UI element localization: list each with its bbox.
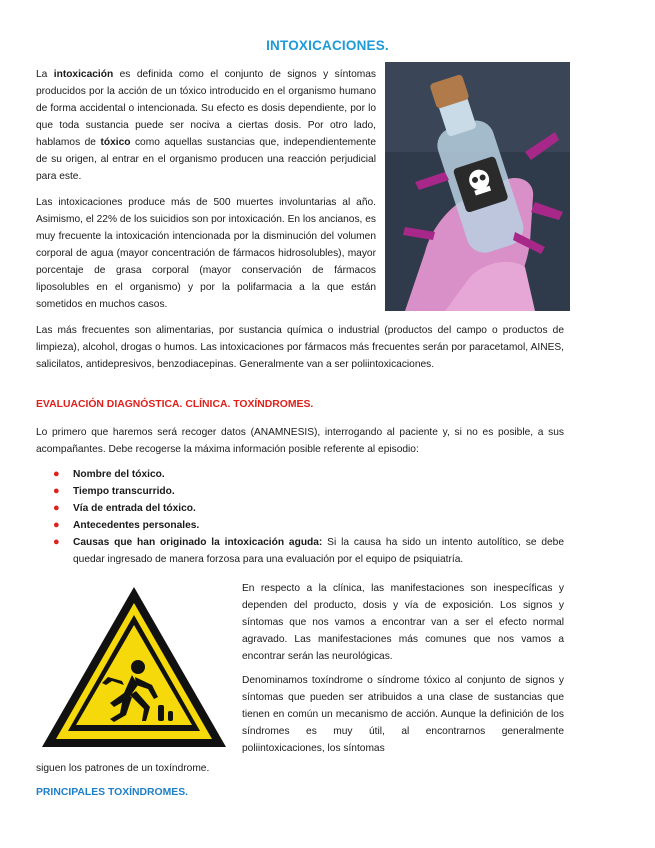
intro-paragraph-1 (36, 66, 376, 185)
intro-paragraph-3 (36, 322, 564, 373)
intro-paragraph-2 (36, 194, 376, 313)
poison-bottle-illustration (385, 62, 570, 311)
bullet-icon: ● (53, 519, 60, 531)
anamnesis-list (36, 466, 564, 568)
warning-sign-illustration (40, 585, 228, 750)
list-item-bold: Nombre del tóxico. (73, 469, 165, 480)
clinica-text: En respecto a la clínica, las manifestaciones son inespecíficas y dependen del producto, dosis y vía de exposición. Los signos y síntomas que nos vamos a encontrar van a ser el efecto normal agravado. Las manifestaciones más comunes que nos vamos a encontrar serán las neurológicas. (242, 583, 564, 662)
list-item-bold: Antecedentes personales. (73, 520, 200, 531)
list-item (36, 500, 564, 517)
bullet-icon: ● (53, 485, 60, 497)
list-item-bold: Causas que han originado la intoxicación aguda: (73, 537, 323, 548)
toxindrome-text: Denominamos toxíndrome o síndrome tóxico al conjunto de signos y síntomas que pueden ser atribuidos a una clase de sustancias que tienen en común un mecanismo de acción. Aunque la definición de los síndromes es muy útil, al encontrarnos generalmente poliintoxicaciones, los síntomas (242, 675, 564, 754)
lead-text: Lo primero que haremos será recoger datos (ANAMNESIS), interrogando al paciente y, si no es posible, a sus acompañantes. Debe recogerse la máxima información posible referente al episodio: (36, 427, 564, 455)
list-item (36, 466, 564, 483)
section-heading-principales: PRINCIPALES TOXÍNDROMES. (36, 787, 189, 798)
p3-text: Las más frecuentes son alimentarias, por sustancia química o industrial (productos del campo o productos de limpieza), alcohol, drogas o humos. Las intoxicaciones por fármacos más frecuentes serán por paracetamol, AINES, salicilatos, antidepresivos, benzodiacepinas. Generalmente van a ser poliintoxicaciones. (36, 325, 564, 370)
clinica-paragraph (242, 580, 564, 665)
list-item-text: Si la causa ha sido un intento autolítico, se debe quedar ingresado de manera forzosa para una evaluación por el equipo de psiquiatría. (73, 537, 564, 565)
p1-text-b: es definida como el conjunto de signos y síntomas producidos por la acción de un tóxico introducido en el organismo humano de forma accidental o intencionada. Su efecto es dosis dependiente, por lo que toda sustancia puede ser nociva a ciertas dosis. Por otro lado, hablamos de (36, 69, 377, 148)
p1-bold-intoxicacion: intoxicación (53, 69, 114, 80)
p1-bold-toxico: tóxico (100, 137, 131, 148)
p1-text-a: La (36, 69, 54, 80)
list-item-bold: Tiempo transcurrido. (73, 486, 175, 497)
list-item (36, 534, 564, 568)
section1-lead (36, 424, 564, 458)
bullet-icon: ● (53, 502, 60, 514)
toxindrome-paragraph (242, 672, 564, 757)
list-item (36, 517, 564, 534)
p1-text-c: como aquellas sustancias que, independientemente de su origen, al entrar en el organismo producen una reacción perjudicial para este. (36, 137, 376, 182)
list-item-bold: Vía de entrada del tóxico. (73, 503, 196, 514)
page-title: INTOXICACIONES. (266, 38, 389, 53)
section-heading-evaluacion: EVALUACIÓN DIAGNÓSTICA. CLÍNICA. TOXÍNDROMES. (36, 399, 314, 410)
list-item (36, 483, 564, 500)
toxindrome-end-text: siguen los patrones de un toxíndrome. (36, 763, 210, 774)
bullet-icon: ● (53, 536, 60, 548)
p2-text: Las intoxicaciones produce más de 500 muertes involuntarias al año. Asimismo, el 22% de los suicidios son por intoxicación. En los ancianos, es muy frecuente la intoxicación intencionada por la disminución del volumen corporal de agua (mayor concentración de fármacos hidrosolubles), mayor porcentaje de grasa corporal (mayor conservación de fármacos liposolubles en el organismo) y por la polifarmacia a la que están sometidos en muchos casos. (36, 197, 376, 310)
bullet-icon: ● (53, 468, 60, 480)
toxindrome-paragraph-end (36, 760, 564, 777)
